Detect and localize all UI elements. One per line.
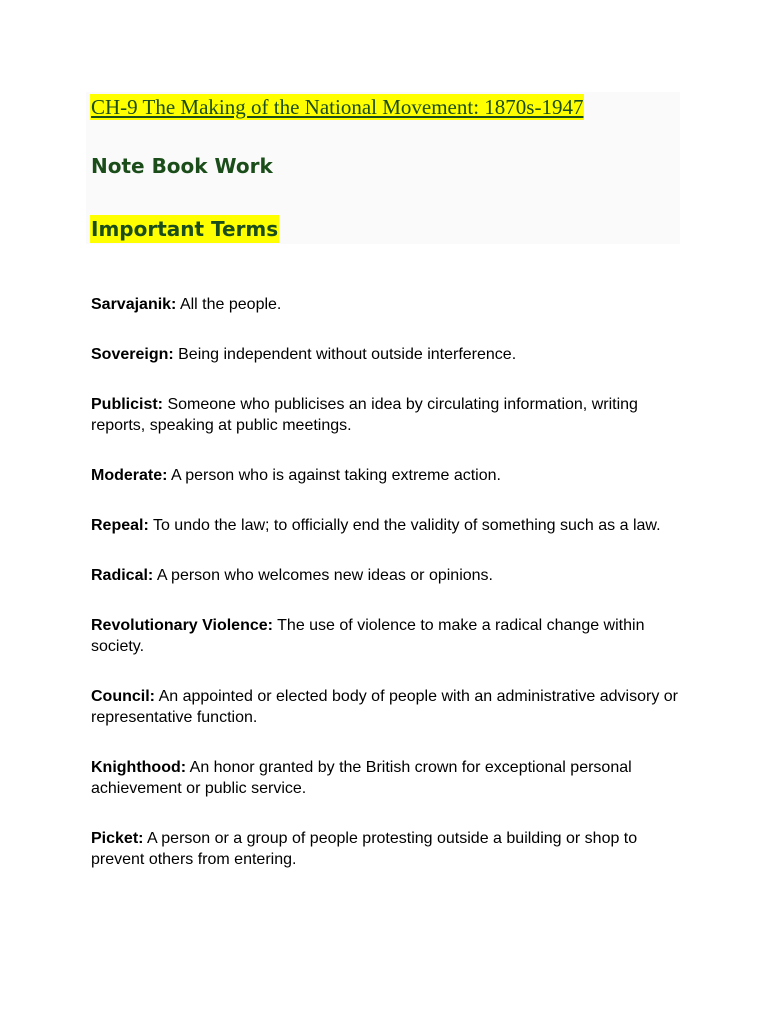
term-name: Repeal: — [91, 517, 149, 534]
term-item — [91, 465, 691, 486]
term-name: Moderate: — [91, 467, 168, 484]
term-item — [91, 344, 691, 365]
term-name: Picket: — [91, 830, 144, 847]
term-item — [91, 394, 691, 436]
term-item — [91, 515, 691, 536]
chapter-title: CH-9 The Making of the National Movement: 1870s-1947 — [91, 95, 584, 119]
term-name: Publicist: — [91, 396, 164, 413]
term-name: Sovereign: — [91, 346, 174, 363]
term-item — [91, 828, 691, 870]
section-heading: Important Terms — [91, 217, 279, 241]
term-name: Revolutionary Violence: — [91, 617, 273, 634]
term-definition: A person who welcomes new ideas or opinions. — [153, 567, 493, 584]
term-definition: Being independent without outside interference. — [173, 346, 517, 363]
terms-list — [91, 294, 691, 899]
term-item — [91, 615, 691, 657]
term-definition: The use of violence to make a radical change within society. — [91, 617, 645, 655]
term-item — [91, 757, 691, 799]
term-item — [91, 294, 691, 315]
term-name: Knighthood: — [91, 759, 187, 776]
term-definition: An honor granted by the British crown for exceptional personal achievement or public service. — [91, 759, 632, 797]
term-definition: Someone who publicises an idea by circulating information, writing reports, speaking at public meetings. — [91, 396, 638, 434]
term-item — [91, 565, 691, 586]
notebook-subtitle: Note Book Work — [91, 154, 273, 178]
term-definition: A person or a group of people protesting outside a building or shop to prevent others from entering. — [91, 830, 638, 868]
term-name: Radical: — [91, 567, 154, 584]
term-definition: All the people. — [176, 296, 282, 313]
term-definition: An appointed or elected body of people with an administrative advisory or representative function. — [91, 688, 678, 726]
term-item — [91, 686, 691, 728]
term-definition: To undo the law; to officially end the validity of something such as a law. — [148, 517, 661, 534]
term-name: Council: — [91, 688, 155, 705]
term-definition: A person who is against taking extreme action. — [167, 467, 501, 484]
term-name: Sarvajanik: — [91, 296, 177, 313]
